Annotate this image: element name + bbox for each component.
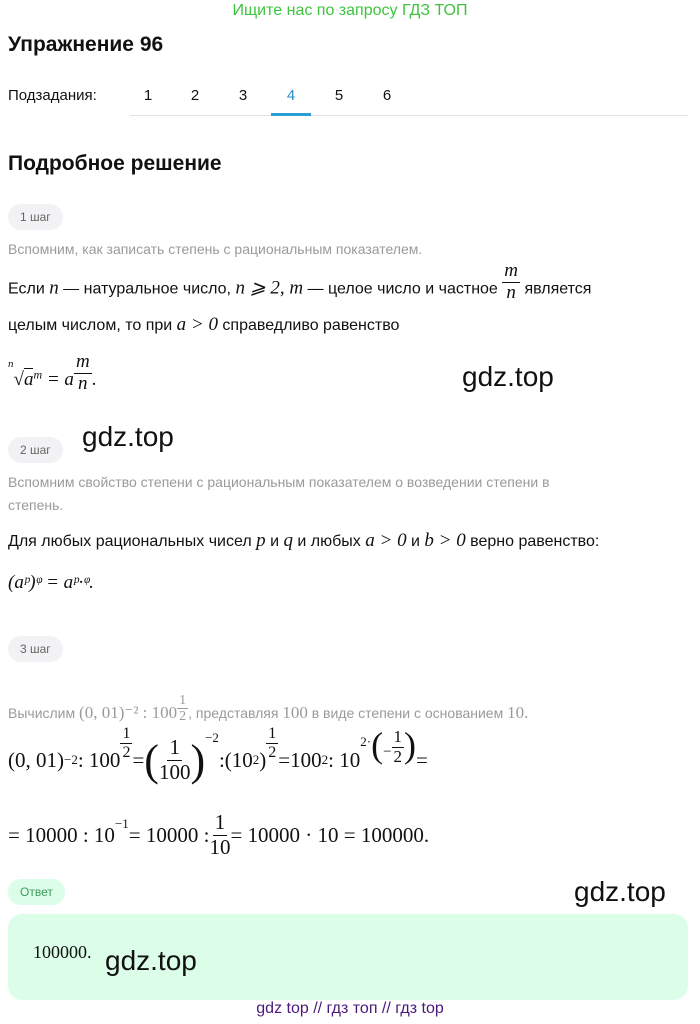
step-badge: 2 шаг <box>8 437 63 463</box>
tab-4[interactable]: 4 <box>286 87 296 104</box>
step-text: Для любых рациональных чисел p и q и любых a > 0 и b > 0 верно равенство: <box>8 530 600 551</box>
watermark: gdz.top <box>105 945 197 976</box>
step-hint: степень. <box>8 497 64 513</box>
step-hint: Вспомним свойство степени с рациональным показателем о возведении степени в <box>8 474 550 490</box>
answer-badge: Ответ <box>8 879 65 905</box>
answer-value: 100000. <box>33 942 92 962</box>
subtasks-label: Подзадания: <box>8 87 97 104</box>
power-formula: (aᵖ)ᵠ = aᵖ·ᵠ. <box>8 572 94 593</box>
step-hint: Вспомним, как записать степень с рациональным показателем. <box>8 241 423 257</box>
watermark: gdz.top <box>574 876 666 907</box>
tab-1[interactable]: 1 <box>143 87 153 104</box>
tabs-divider <box>130 115 688 116</box>
footer-links: gdz top // гдз топ // гдз top <box>256 1000 444 1017</box>
watermark: gdz.top <box>82 421 174 452</box>
step-badge: 1 шаг <box>8 204 63 230</box>
calc-line-2: = 10000 : 10 −1 = 10000 : $\frac{1}{10}$ = 10000 · 10 = 100000. <box>8 810 430 859</box>
step-text: Если n — натуральное число, n ⩾ 2, m — целое число и частное $\frac{m}{n}$ является <box>8 260 592 303</box>
page-title: Упражнение 96 <box>8 33 164 56</box>
search-banner: Ищите нас по запросу ГДЗ ТОП <box>232 2 468 19</box>
step-text: целым числом, то при a > 0 справедливо равенство <box>8 314 400 335</box>
step-badge: 3 шаг <box>8 636 63 662</box>
root-formula: $^n√a^m = a$ $\frac{m}{n}$ . <box>8 351 97 394</box>
watermark: gdz.top <box>462 361 554 392</box>
tab-3[interactable]: 3 <box>238 87 248 104</box>
tab-2[interactable]: 2 <box>190 87 200 104</box>
tab-6[interactable]: 6 <box>382 87 392 104</box>
active-tab-indicator <box>271 113 311 116</box>
step-hint: Вычислим (0, 01)⁻² : 100 $\frac{1}{2}$ , представляя 100 в виде степени с основанием 10. <box>8 693 529 725</box>
tab-5[interactable]: 5 <box>334 87 344 104</box>
calc-line-1: (0, 01) −2 : 100 $\frac{1}{2}$ = ( $\frac{1}{100}$ ) −2 : (10 2 ) $\frac{1}{2}$ = 100 2 : 10 2· ( − $\frac{1}{2}$ ) = <box>8 724 428 785</box>
solution-title: Подробное решение <box>8 152 222 175</box>
